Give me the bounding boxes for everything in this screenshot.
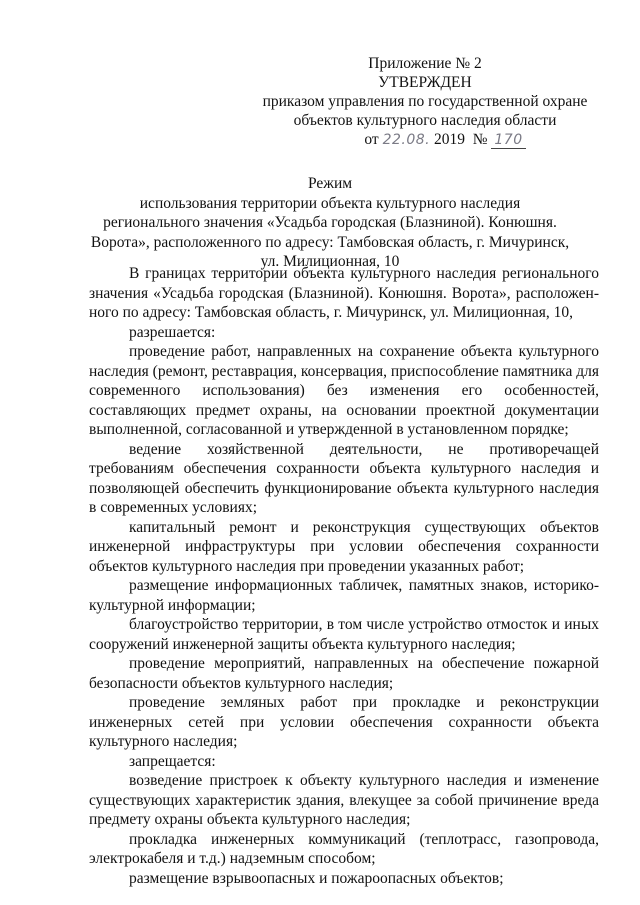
order-year: 2019 — [433, 131, 465, 148]
allowed-item: проведение мероприятий, направленных на обеспечение пожарной безопасности объектов культурного наследия; — [89, 655, 599, 692]
allowed-item: капитальный ремонт и реконструкция существующих объектов инженерной инфраструктуры при условии обеспечения сохранности объектов культурного наследия при проведении указанных работ; — [89, 518, 599, 575]
forbidden-item: прокладка инженерных коммуникаций (теплотрасс, газопровода, электрокабеля и т.д.) надземным способом; — [89, 830, 599, 867]
forbidden-item: возведение пристроек к объекту культурного наследия и изменение существующих характеристик здания, влекущее за собой причинение вреда предмету охраны объекта культурного наследия; — [89, 772, 599, 828]
order-line-1: приказом управления по государственной охране — [262, 93, 588, 110]
forbidden-item: размещение взрывоопасных и пожароопасных объектов; — [129, 869, 504, 887]
intro-paragraph: В границах территории объекта культурного наследия регионального значения «Усадьба городская (Блазниной). Конюшня. Ворота», расположенного по адресу: Тамбовская область, г. Мичуринск, ул. Милиционная, 10, — [89, 265, 599, 321]
title-line-3: регионального значения «Усадьба городская (Блазниной). Конюшня. — [103, 214, 557, 231]
title-line-4: Ворота», расположенного по адресу: Тамбовская область, г. Мичуринск, — [90, 233, 570, 251]
handwritten-date: 22.08. — [382, 132, 431, 148]
document-body — [89, 264, 599, 888]
allowed-item: проведение работ, направленных на сохранение объекта культурного наследия (ремонт, реставрация, консервация, приспособление памятника для современного использования) без изменения его особенностей, составляющих предмет охраны, на основании проектной документации выполненной, согласованной и утвержденной в установленном порядке; — [89, 343, 599, 438]
approval-header — [250, 54, 600, 150]
allowed-item: ведение хозяйственной деятельности, не противоречащей требованиям обеспечения сохранности объекта культурного наследия и позволяющей обеспечить функционирование объекта культурного наследия в современных условиях; — [89, 440, 599, 516]
number-sign: № — [472, 131, 488, 148]
title-line-1: Режим — [307, 175, 353, 192]
allowed-heading: разрешается: — [129, 323, 216, 341]
order-line-2: объектов культурного наследия области — [293, 112, 557, 129]
handwritten-number: 170 — [491, 133, 525, 149]
title-line-2: использования территории объекта культурного наследия — [139, 194, 521, 212]
allowed-item: проведение земляных работ при прокладке и реконструкции инженерных сетей при условии обеспечения сохранности объекта культурного наследия; — [89, 694, 599, 750]
appendix-label: Приложение № 2 — [368, 55, 482, 72]
forbidden-heading: запрещается: — [129, 752, 216, 770]
allowed-item: благоустройство территории, в том числе устройство отмосток и иных сооружений инженерной защиты объекта культурного наследия; — [89, 616, 599, 653]
title-line-5: ул. Милиционная, 10 — [260, 253, 400, 270]
date-prefix: от — [364, 131, 379, 148]
allowed-item: размещение информационных табличек, памятных знаков, историко-культурной информации; — [89, 577, 599, 614]
document-title — [80, 174, 580, 272]
order-date-line — [250, 130, 600, 150]
approved-label: УТВЕРЖДЕН — [378, 74, 472, 91]
